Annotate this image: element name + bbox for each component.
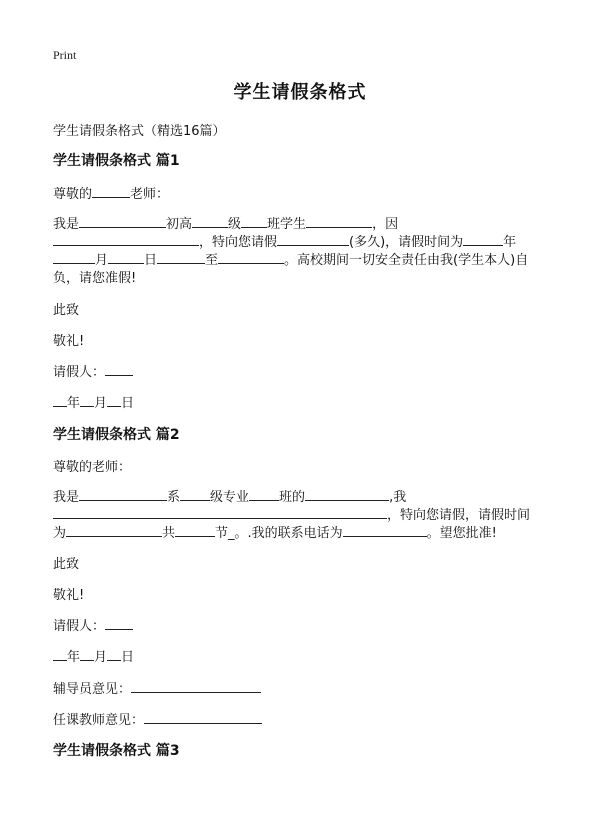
- blank-field: [92, 184, 130, 198]
- section-heading-2: 学生请假条格式 篇2: [53, 427, 180, 443]
- blank-field: [53, 647, 67, 661]
- blank-field: [305, 487, 389, 501]
- blank-field: [53, 232, 199, 246]
- blank-field: [144, 710, 262, 724]
- subtitle: 学生请假条格式（精选16篇）: [53, 124, 226, 139]
- salutation-2: 尊敬的老师：: [53, 460, 132, 475]
- blank-field: [175, 523, 215, 537]
- blank-field: [107, 647, 121, 661]
- closing-2-b: 敬礼!: [53, 588, 85, 603]
- blank-field: [80, 393, 94, 407]
- body-2-line-3: 为 共 节_。.我的联系电话为 。望您批准!: [53, 522, 497, 541]
- blank-field: [80, 647, 94, 661]
- print-label: Print: [53, 48, 77, 62]
- blank-field: [306, 214, 372, 228]
- closing-1-b: 敬礼!: [53, 334, 85, 349]
- blank-field: [53, 505, 387, 519]
- blank-field: [463, 232, 503, 246]
- body-1-line-3: 月 日 至 。高校期间一切安全责任由我(学生本人)自: [53, 249, 528, 268]
- blank-field: [53, 393, 67, 407]
- body-1-line-2: ，特向您请假 (多久)，请假时间为 年: [53, 231, 516, 250]
- blank-field: [66, 523, 162, 537]
- closing-1-a: 此致: [53, 303, 80, 318]
- date-1: 年 月 日: [53, 392, 134, 411]
- section-heading-3: 学生请假条格式 篇3: [53, 743, 180, 759]
- blank-field: [241, 214, 267, 228]
- body-2-line-2: ，特向您请假，请假时间: [53, 504, 530, 523]
- blank-field: [79, 214, 166, 228]
- teacher-opinion: 任课教师意见：: [53, 709, 262, 728]
- blank-field: [157, 250, 205, 264]
- blank-field: [180, 487, 210, 501]
- blank-field: [192, 214, 228, 228]
- blank-field: [108, 250, 144, 264]
- blank-field: [218, 250, 284, 264]
- applicant-1: 请假人：: [53, 361, 133, 380]
- blank-field: [53, 250, 95, 264]
- blank-field: [105, 362, 133, 376]
- applicant-2: 请假人：: [53, 615, 133, 634]
- closing-2-a: 此致: [53, 557, 80, 572]
- section-heading-1: 学生请假条格式 篇1: [53, 153, 180, 169]
- blank-field: [277, 232, 349, 246]
- counselor-opinion: 辅导员意见：: [53, 678, 261, 697]
- blank-field: [131, 679, 261, 693]
- body-1-line-4: 负，请您准假!: [53, 271, 137, 286]
- body-1-line-1: 我是 初高 级 班学生 ，因: [53, 213, 398, 232]
- blank-field: [343, 523, 427, 537]
- blank-field: [79, 487, 167, 501]
- blank-field: [105, 616, 133, 630]
- body-2-line-1: 我是 系 级专业 班的 ,我: [53, 486, 406, 505]
- salutation-1: 尊敬的 老师：: [53, 183, 169, 202]
- blank-field: [107, 393, 121, 407]
- blank-field: [249, 487, 279, 501]
- page-title: 学生请假条格式: [233, 82, 367, 103]
- date-2: 年 月 日: [53, 646, 134, 665]
